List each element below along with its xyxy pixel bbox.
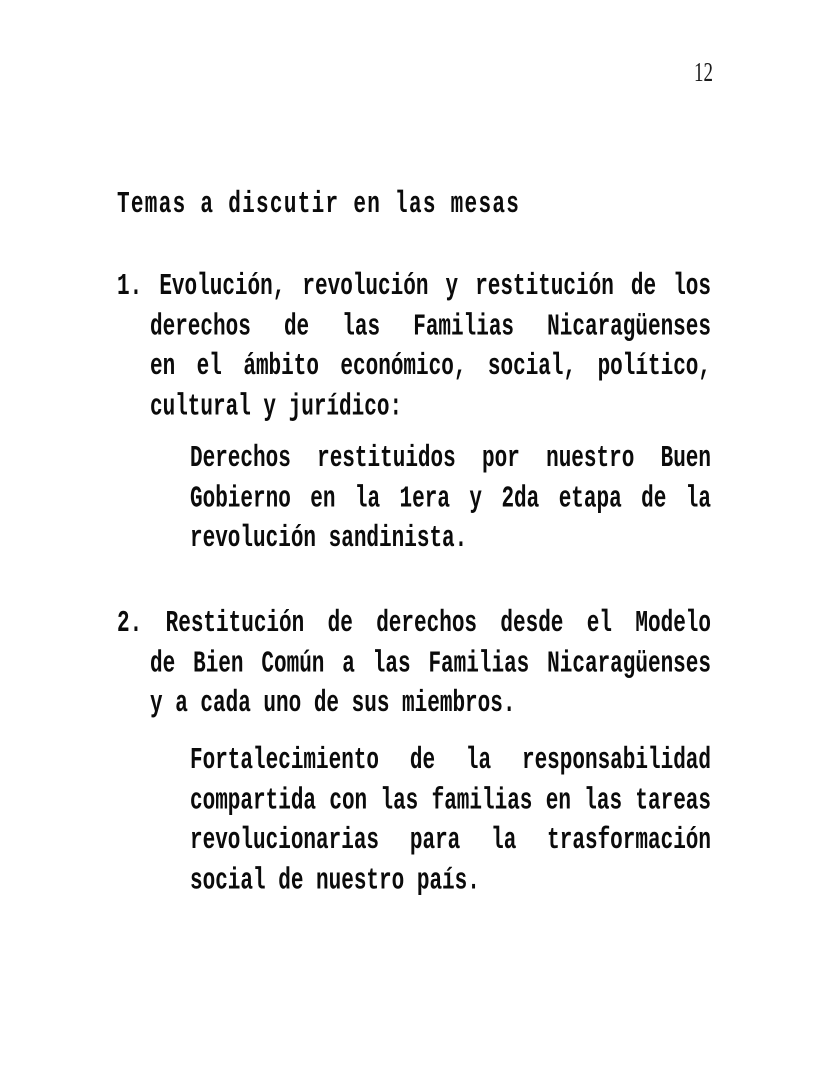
sub-paragraph-line: compartida con las familias en las tareas (190, 784, 711, 819)
document-heading: Temas a discutir en las mesas (117, 188, 521, 223)
list-item-1-text: Evolución, revolución y restitución de los (159, 270, 711, 305)
list-item-1-sub-paragraph (190, 440, 711, 560)
list-item-2-number: 2. (117, 607, 143, 642)
sub-paragraph-last-line: social de nuestro país. (190, 864, 480, 899)
sub-paragraph-last-line: revolución sandinista. (190, 522, 468, 557)
list-item-2-text: Restitución de derechos desde el Modelo (165, 607, 711, 642)
list-item-2-sub-paragraph (190, 742, 711, 902)
list-item-1-number: 1. (117, 270, 143, 305)
list-item-2 (117, 605, 711, 725)
list-item-1-last-line: cultural y jurídico: (150, 390, 403, 425)
list-item-2-first-line (117, 605, 711, 645)
list-item-1-line: en el ámbito económico, social, político, (150, 350, 711, 385)
page-number: 12 (694, 57, 713, 88)
sub-paragraph-line: Derechos restituidos por nuestro Buen (190, 442, 711, 477)
list-item-1-line: derechos de las Familias Nicaragüenses (150, 310, 711, 345)
sub-paragraph-line: Gobierno en la 1era y 2da etapa de la (190, 482, 711, 517)
sub-paragraph-line: Fortalecimiento de la responsabilidad (190, 744, 711, 779)
list-item-1 (117, 268, 711, 428)
list-item-2-last-line: y a cada uno de sus miembros. (150, 687, 516, 722)
list-item-1-first-line (117, 268, 711, 308)
sub-paragraph-line: revolucionarias para la trasformación (190, 824, 711, 859)
list-item-2-line: de Bien Común a las Familias Nicaragüenses (150, 647, 711, 682)
